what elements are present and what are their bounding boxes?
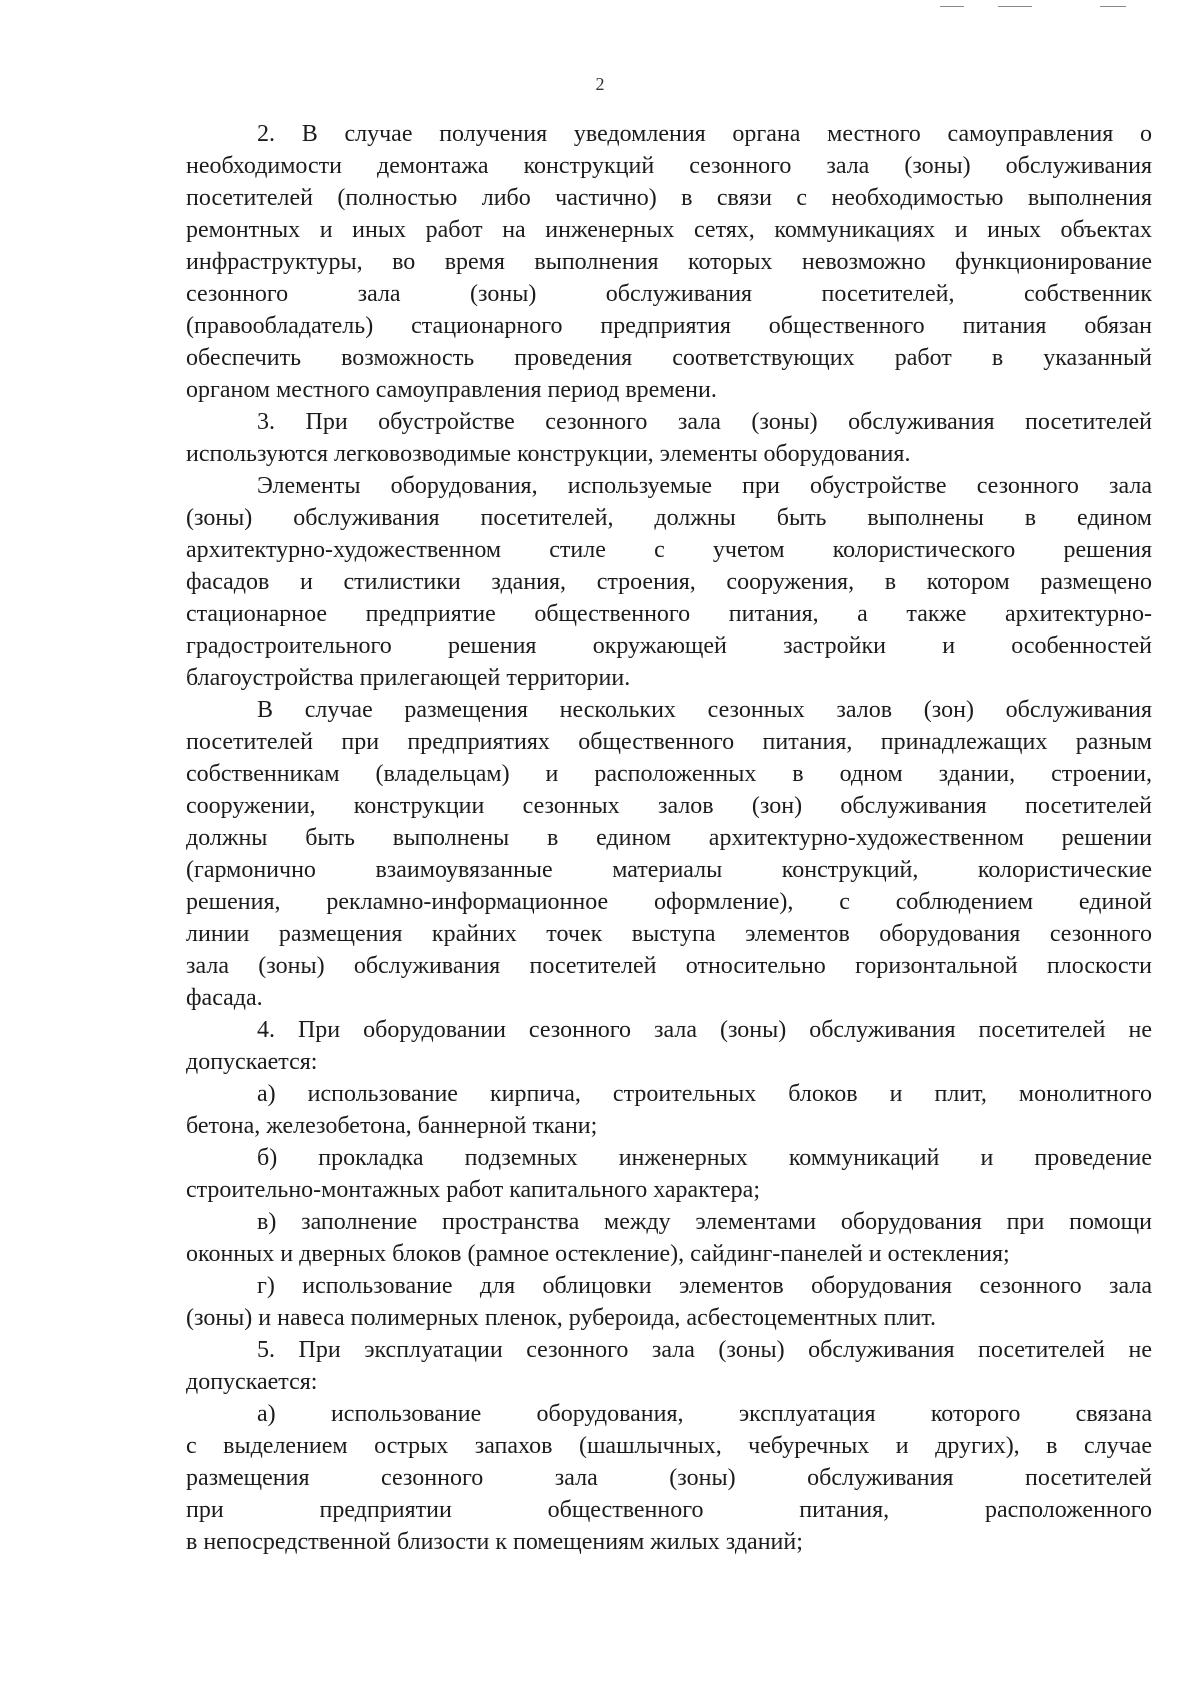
text-line: необходимости демонтажа конструкций сезонного зала (зоны) обслуживания bbox=[186, 153, 1152, 179]
text-line: в) заполнение пространства между элементами оборудования при помощи bbox=[257, 1209, 1152, 1235]
paragraph bbox=[186, 1014, 1152, 1078]
text-line: инфраструктуры, во время выполнения которых невозможно функционирование bbox=[186, 249, 1152, 275]
text-line: используются легковозводимые конструкции, элементы оборудования. bbox=[186, 441, 911, 467]
paragraph bbox=[186, 694, 1152, 1014]
text-line: линии размещения крайних точек выступа элементов оборудования сезонного bbox=[186, 921, 1152, 947]
text-line: бетона, железобетона, баннерной ткани; bbox=[186, 1113, 598, 1139]
text-line: посетителей (полностью либо частично) в связи с необходимостью выполнения bbox=[186, 185, 1152, 211]
text-line: с выделением острых запахов (шашлычных, чебуречных и других), в случае bbox=[186, 1433, 1152, 1459]
scan-mark bbox=[998, 6, 1032, 7]
paragraph bbox=[186, 1334, 1152, 1398]
text-line: ремонтных и иных работ на инженерных сетях, коммуникациях и иных объектах bbox=[186, 217, 1152, 243]
text-line: органом местного самоуправления период времени. bbox=[186, 377, 717, 403]
paragraph bbox=[186, 118, 1152, 406]
page-number: 2 bbox=[595, 74, 605, 94]
text-line: размещения сезонного зала (зоны) обслуживания посетителей bbox=[186, 1465, 1152, 1491]
paragraph bbox=[186, 1142, 1152, 1206]
paragraph bbox=[186, 1270, 1152, 1334]
text-line: 3. При обустройстве сезонного зала (зоны) обслуживания посетителей bbox=[257, 409, 1152, 435]
text-line: (зоны) и навеса полимерных пленок, рубероида, асбестоцементных плит. bbox=[186, 1305, 936, 1331]
text-line: благоустройства прилегающей территории. bbox=[186, 665, 631, 691]
text-line: стационарное предприятие общественного питания, а также архитектурно- bbox=[186, 601, 1152, 627]
text-line: допускается: bbox=[186, 1369, 318, 1395]
text-line: строительно-монтажных работ капитального характера; bbox=[186, 1177, 760, 1203]
scan-mark bbox=[940, 6, 964, 7]
scan-artifact-marks bbox=[940, 6, 1140, 10]
paragraph bbox=[186, 470, 1152, 694]
scan-mark bbox=[1100, 6, 1126, 7]
paragraph bbox=[186, 1078, 1152, 1142]
text-line: фасада. bbox=[186, 985, 263, 1011]
text-line: оконных и дверных блоков (рамное остекление), сайдинг-панелей и остекления; bbox=[186, 1241, 1010, 1267]
text-line: а) использование оборудования, эксплуатация которого связана bbox=[257, 1401, 1152, 1427]
text-line: архитектурно-художественном стиле с учетом колористического решения bbox=[186, 537, 1152, 563]
text-line: В случае размещения нескольких сезонных залов (зон) обслуживания bbox=[257, 697, 1152, 723]
text-line: допускается: bbox=[186, 1049, 318, 1075]
text-line: должны быть выполнены в едином архитектурно-художественном решении bbox=[186, 825, 1152, 851]
document-body bbox=[186, 118, 1152, 1558]
paragraph bbox=[186, 406, 1152, 470]
text-line: собственникам (владельцам) и расположенных в одном здании, строении, bbox=[186, 761, 1152, 787]
text-line: 2. В случае получения уведомления органа местного самоуправления о bbox=[257, 121, 1152, 147]
text-line: (правообладатель) стационарного предприятия общественного питания обязан bbox=[186, 313, 1152, 339]
text-line: 4. При оборудовании сезонного зала (зоны) обслуживания посетителей не bbox=[257, 1017, 1152, 1043]
text-line: б) прокладка подземных инженерных коммуникаций и проведение bbox=[257, 1145, 1152, 1171]
text-line: г) использование для облицовки элементов оборудования сезонного зала bbox=[257, 1273, 1152, 1299]
text-line: при предприятии общественного питания, расположенного bbox=[186, 1497, 1152, 1523]
text-line: Элементы оборудования, используемые при обустройстве сезонного зала bbox=[257, 473, 1152, 499]
text-line: посетителей при предприятиях общественного питания, принадлежащих разным bbox=[186, 729, 1152, 755]
text-line: решения, рекламно-информационное оформление), с соблюдением единой bbox=[186, 889, 1152, 915]
paragraph bbox=[186, 1398, 1152, 1558]
text-line: а) использование кирпича, строительных блоков и плит, монолитного bbox=[257, 1081, 1152, 1107]
text-line: (гармонично взаимоувязанные материалы конструкций, колористические bbox=[186, 857, 1152, 883]
text-line: фасадов и стилистики здания, строения, сооружения, в котором размещено bbox=[186, 569, 1152, 595]
text-line: (зоны) обслуживания посетителей, должны быть выполнены в едином bbox=[186, 505, 1152, 531]
text-line: 5. При эксплуатации сезонного зала (зоны) обслуживания посетителей не bbox=[257, 1337, 1152, 1363]
text-line: сооружении, конструкции сезонных залов (зон) обслуживания посетителей bbox=[186, 793, 1152, 819]
text-line: градостроительного решения окружающей застройки и особенностей bbox=[186, 633, 1152, 659]
text-line: обеспечить возможность проведения соответствующих работ в указанный bbox=[186, 345, 1152, 371]
text-line: сезонного зала (зоны) обслуживания посетителей, собственник bbox=[186, 281, 1152, 307]
paragraph bbox=[186, 1206, 1152, 1270]
text-line: зала (зоны) обслуживания посетителей относительно горизонтальной плоскости bbox=[186, 953, 1152, 979]
text-line: в непосредственной близости к помещениям жилых зданий; bbox=[186, 1529, 803, 1555]
